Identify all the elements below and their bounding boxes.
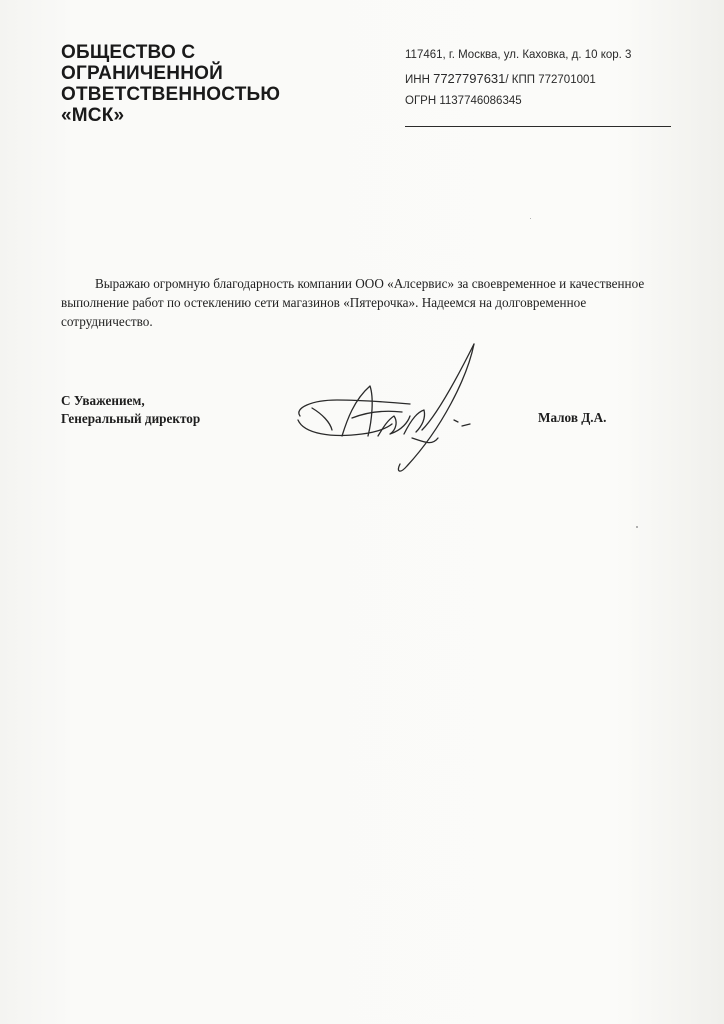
company-name-line-1: ОБЩЕСТВО С [61,42,196,63]
signature-image [292,338,492,483]
kpp-text: / КПП 772701001 [505,74,596,86]
paper-speck [530,218,531,219]
company-name-line-4: «МСК» [61,105,125,126]
signer-name: Малов Д.А. [538,410,607,425]
company-address: 117461, г. Москва, ул. Каховка, д. 10 кор. 3 [405,49,632,61]
inn-value: 7727797631 [433,71,506,86]
company-requisites [405,44,675,113]
closing-block [61,392,200,428]
closing-regards: С Уважением, [61,393,145,408]
signer-position: Генеральный директор [61,411,201,426]
company-name [61,42,361,126]
ogrn-line: ОГРН 1137746086345 [405,95,522,107]
letter-body-paragraph: Выражаю огромную благодарность компании ООО «Алсервис» за своевременное и качественное выполнение работ по остеклению сети магазинов «Пятерочка». Надеемся на долговременное сотрудничество. [61,276,645,329]
letter-body [61,274,673,331]
letterhead-divider [405,126,671,127]
company-name-line-3: ОТВЕТСТВЕННОСТЬЮ [61,84,281,105]
paper-speck [636,526,638,528]
inn-kpp-line [405,67,675,90]
company-name-line-2: ОГРАНИЧЕННОЙ [61,63,223,84]
inn-label: ИНН [405,74,430,86]
